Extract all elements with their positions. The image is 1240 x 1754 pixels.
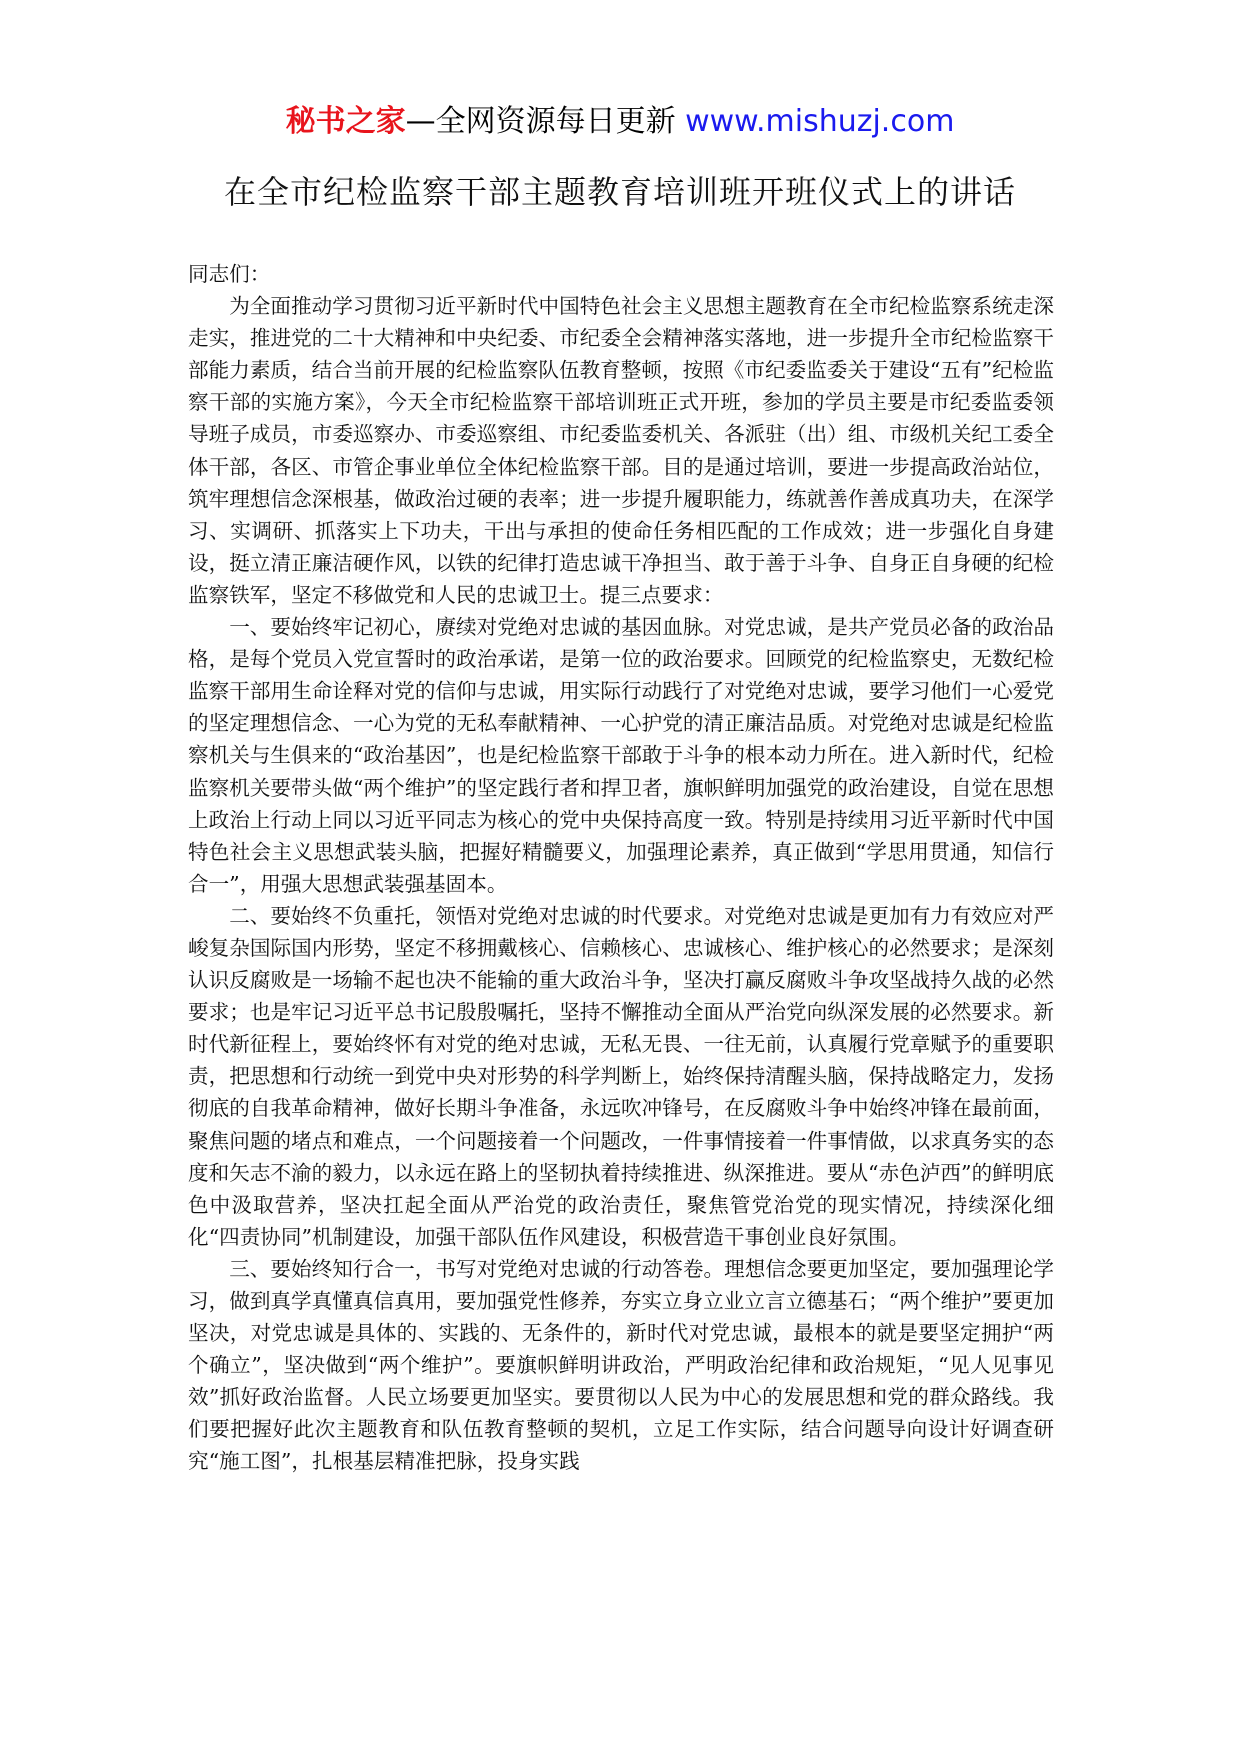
paragraph-point-three: 三、要始终知行合一，书写对党绝对忠诚的行动答卷。理想信念要更加坚定，要加强理论学习，做到真学真懂真信真用，要加强党性修养，夯实立身立业立言立德基石；“两个维护”要更加坚决，对党忠诚是具体的、实践的、无条件的，新时代对党忠诚，最根本的就是要坚定拥护“两个确立”，坚决做到“两个维护”。要旗帜鲜明讲政治，严明政治纪律和政治规矩，“见人见事见效”抓好政治监督。人民立场要更加坚实。要贯彻以人民为中心的发展思想和党的群众路线。我们要把握好此次主题教育和队伍教育整顿的契机，立足工作实际，结合问题导向设计好调查研究“施工图”，扎根基层精准把脉，投身实践 bbox=[188, 1256, 1054, 1474]
brand-name: 秘书之家 bbox=[285, 104, 406, 139]
paragraph-point-one: 一、要始终牢记初心，赓续对党绝对忠诚的基因血脉。对党忠诚，是共产党员必备的政治品格，是每个党员入党宣誓时的政治承诺，是第一位的政治要求。回顾党的纪检监察史，无数纪检监察干部用生命诠释对党的信仰与忠诚，用实际行动践行了对党绝对忠诚，要学习他们一心爱党的坚定理想信念、一心为党的无私奉献精神、一心护党的清正廉洁品质。对党绝对忠诚是纪检监察机关与生俱来的“政治基因”，也是纪检监察干部敢于斗争的根本动力所在。进入新时代，纪检监察机关要带头做“两个维护”的坚定践行者和捍卫者，旗帜鲜明加强党的政治建设，自觉在思想上政治上行动上同以习近平同志为核心的党中央保持高度一致。特别是持续用习近平新时代中国特色社会主义思想武装头脑，把握好精髓要义，加强理论素养，真正做到“学思用贯通，知信行合一”，用强大思想武装强基固本。 bbox=[188, 615, 1054, 896]
document-title: 在全市纪检监察干部主题教育培训班开班仪式上的讲话 bbox=[223, 173, 1016, 211]
paragraph-point-two: 二、要始终不负重托，领悟对党绝对忠诚的时代要求。对党绝对忠诚是更加有力有效应对严峻复杂国际国内形势，坚定不移拥戴核心、信赖核心、忠诚核心、维护核心的必然要求；是深刻认识反腐败是一场输不起也决不能输的重大政治斗争，坚决打赢反腐败斗争攻坚战持久战的必然要求；也是牢记习近平总书记殷殷嘱托，坚持不懈推动全面从严治党向纵深发展的必然要求。新时代新征程上，要始终怀有对党的绝对忠诚，无私无畏、一往无前，认真履行党章赋予的重要职责，把思想和行动统一到党中央对形势的科学判断上，始终保持清醒头脑，保持战略定力，发扬彻底的自我革命精神，做好长期斗争准备，永远吹冲锋号，在反腐败斗争中始终冲锋在最前面，聚焦问题的堵点和难点，一个问题接着一个问题改，一件事情接着一件事情做，以求真务实的态度和矢志不渝的毅力，以永远在路上的坚韧执着持续推进、纵深推进。要从“赤色泸西”的鲜明底色中汲取营养，坚决扛起全面从严治党的政治责任，聚焦管党治党的现实情况，持续深化细化“四责协同”机制建设，加强干部队伍作风建设，积极营造干事创业良好氛围。 bbox=[188, 903, 1054, 1249]
document-body bbox=[188, 258, 1054, 1478]
header-slogan: —全网资源每日更新 bbox=[405, 104, 676, 139]
website-link[interactable]: www.mishuzj.com bbox=[675, 104, 955, 139]
paragraph-intro: 为全面推动学习贯彻习近平新时代中国特色社会主义思想主题教育在全市纪检监察系统走深走实，推进党的二十大精神和中央纪委、市纪委全会精神落实落地，进一步提升全市纪检监察干部能力素质，结合当前开展的纪检监察队伍教育整顿，按照《市纪委监委关于建设“五有”纪检监察干部的实施方案》，今天全市纪检监察干部培训班正式开班，参加的学员主要是市纪委监委领导班子成员，市委巡察办、市委巡察组、市纪委监委机关、各派驻（出）组、市级机关纪工委全体干部，各区、市管企事业单位全体纪检监察干部。目的是通过培训，要进一步提高政治站位，筑牢理想信念深根基，做政治过硬的表率；进一步提升履职能力，练就善作善成真功夫，在深学习、实调研、抓落实上下功夫，干出与承担的使命任务相匹配的工作成效；进一步强化自身建设，挺立清正廉洁硬作风，以铁的纪律打造忠诚干净担当、敢于善于斗争、自身正自身硬的纪检监察铁军，坚定不移做党和人民的忠诚卫士。提三点要求： bbox=[188, 294, 1054, 607]
salutation: 同志们： bbox=[188, 262, 271, 286]
site-header bbox=[0, 102, 1240, 142]
